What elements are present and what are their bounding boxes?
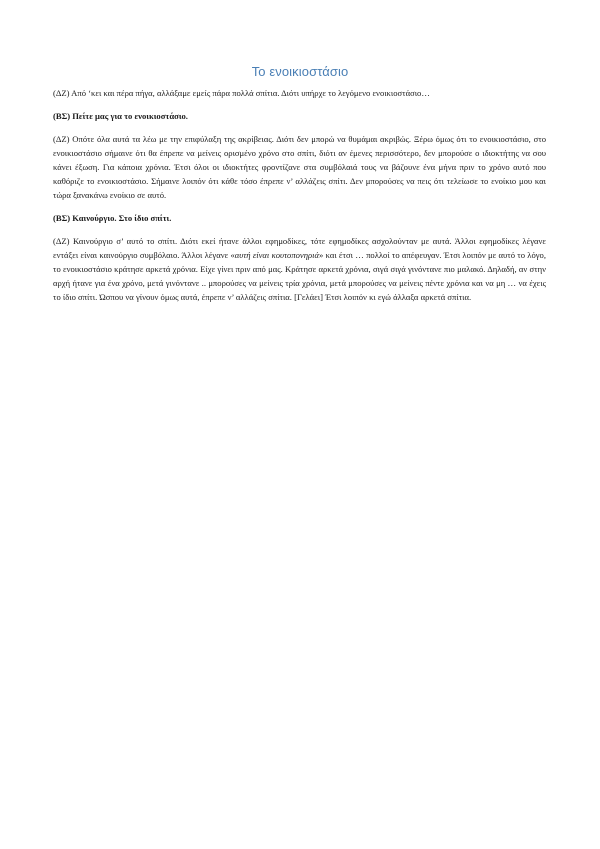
paragraph-text-after: » και έτσι … πολλοί το απέφευγαν. Έτσι λοιπόν με αυτό το λόγο, το ενοικιοστάσιο κράτησε αρκετά χρόνια. Είχε γίνει πριν από μας. Κράτησε αρκετά χρόνια, σιγά σιγά γινόντανε πιο μαλακό. Δηλαδή, αν στην αρχή ήτανε για ένα χρόνο, μετά γινόντανε .. μπορούσες να μείνεις τρία χρόνια, μετά μπορούσες να μείνεις πέντε χρόνια και να μη … να έχεις το ίδιο σπίτι. Ώσπου να γίνουν όμως αυτά, έπρεπε ν’ αλλάζεις σπίτια. [Γελάει] Έτσι λοιπόν κι εγώ άλλαξα αρκετά σπίτια. xyxy=(53,250,546,302)
document-body xyxy=(53,86,546,313)
paragraph-intro: (ΔΖ) Από ‘κει και πέρα πήγα, αλλάξαμε εμείς πάρα πολλά σπίτια. Διότι υπήρχε το λεγόμενο ενοικιοστάσιο… xyxy=(53,88,430,98)
paragraph-italic-quote: αυτή είναι κουτοπονηριά xyxy=(234,250,320,260)
paragraph-question-same-house: (ΒΣ) Καινούργιο. Στο ίδιο σπίτι. xyxy=(53,213,172,223)
paragraph-question-rent-control: (ΒΣ) Πείτε μας για το ενοικιοστάσιο. xyxy=(53,111,188,121)
document-title: Το ενοικιοστάσιο xyxy=(251,64,349,79)
paragraph-answer-rent-control: (ΔΖ) Οπότε όλα αυτά τα λέω με την επιφύλαξη της ακρίβειας. Διότι δεν μπορώ να θυμάμαι ακριβώς. Ξέρω όμως ότι το ενοικιοστάσιο, στο ενοικιοστάσιο σήμαινε ότι θα έπρεπε να μείνεις ορισμένο χρόνο στο σπίτι, διότι αν έμενες περισσότερο, δεν μπορούσε ο ιδιοκτήτης να σου κάνει έξωση. Για κάποια χρόνια. Έτσι όλοι οι ιδιοκτήτες φροντίζανε στα συμβόλαιά τους να βάζουνε ένα μήνα πριν το χρόνο αυτό που καθόριζε το ενοικιοστάσιο. Σήμαινε λοιπόν ότι κάθε τόσο έπρεπε ν’ αλλάζεις σπίτι. Δεν μπορούσες να πεις ότι τελείωσε το ενοίκιο μου και τώρα ξανακάνω ενοίκιο σε αυτό. xyxy=(53,134,546,200)
paragraph-answer-same-house xyxy=(53,234,546,304)
paragraph-text-before: (ΔΖ) Καινούργιο σ’ αυτό το σπίτι. Διότι εκεί ήτανε άλλοι εφημοδίκες, τότε εφημοδίκες ασχολούνταν με αυτά. Άλλοι εφημοδίκες λέγανε εντάξει είναι καινούργιο συμβόλαιο. Άλλοι λέγανε « xyxy=(53,236,546,260)
